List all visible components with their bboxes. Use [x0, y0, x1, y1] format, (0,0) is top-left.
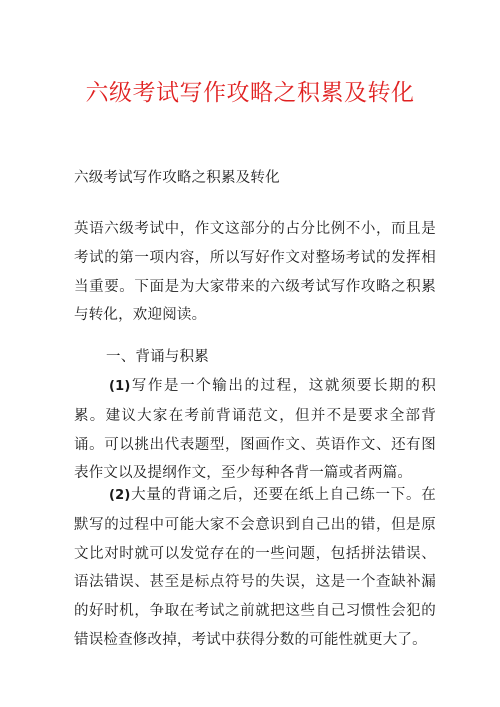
document-title: 六级考试写作攻略之积累及转化 — [85, 80, 415, 106]
paragraph-2-number: (2) — [109, 488, 131, 503]
section-heading: 一、背诵与积累 — [106, 349, 209, 365]
paragraph-1-number: (1) — [109, 379, 131, 394]
document-subtitle: 六级考试写作攻略之积累及转化 — [74, 170, 280, 186]
intro-paragraph: 英语六级考试中，作文这部分的占分比例不小，而且是考试的第一项内容，所以写好作文对整场考试的发挥相当重要。下面是为大家带来的六级考试写作攻略之积累与转化，欢迎阅读。 — [74, 221, 436, 324]
paragraph-1-text: 写作是一个输出的过程，这就须要长期的积累。建议大家在考前背诵范文，但并不是要求全部背诵。可以挑出代表题型，图画作文、英语作文、还有图表作文以及提纲作文，至少每种各背一篇或者两篇。 — [74, 378, 436, 482]
paragraph-1 — [74, 372, 436, 488]
paragraph-2 — [74, 481, 436, 655]
paragraph-2-text: 大量的背诵之后，还要在纸上自己练一下。在默写的过程中可能大家不会意识到自己出的错，但是原文比对时就可以发觉存在的一些问题，包括拼法错误、语法错误、甚至是标点符号的失误，这是一个查缺补漏的好时机，争取在考试之前就把这些自己习惯性会犯的错误检查修改掉，考试中获得分数的可能性就更大了。 — [74, 487, 436, 648]
